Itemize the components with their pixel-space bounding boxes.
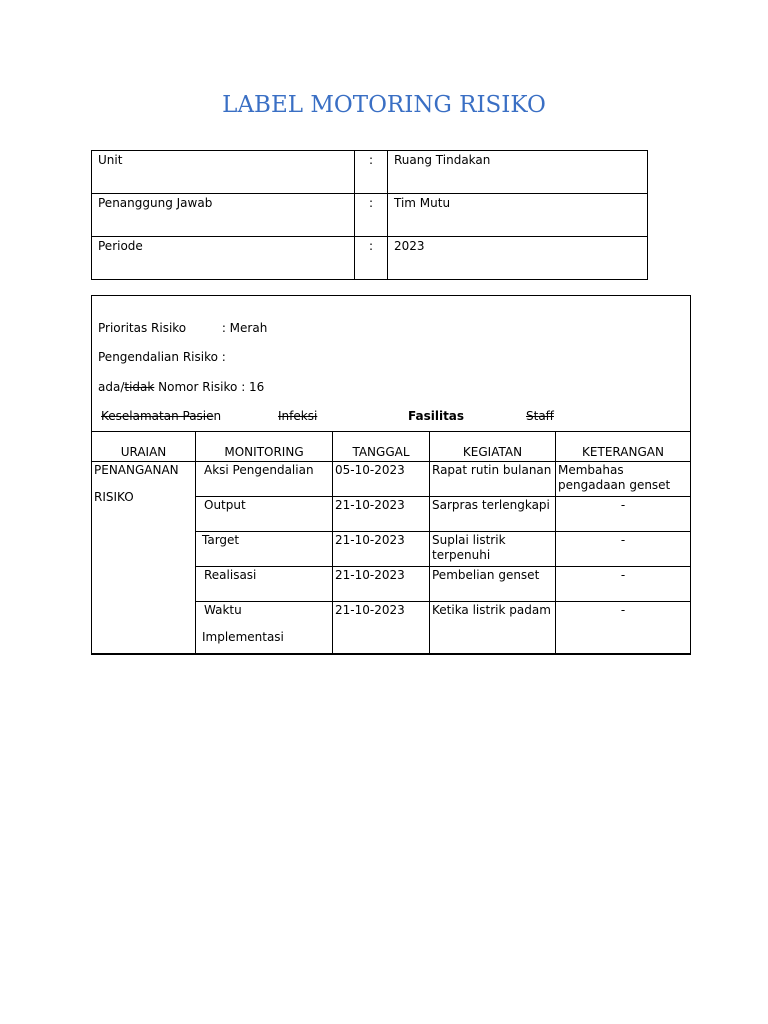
info-row-periode [92, 237, 648, 280]
kegiatan-cell: Sarpras terlengkapi [430, 497, 556, 532]
priority-label: Prioritas Risiko [98, 321, 187, 335]
info-label: Periode [92, 237, 355, 280]
monitoring-cell: Target [196, 532, 333, 567]
kegiatan-cell: Pembelian genset [430, 567, 556, 602]
uraian-cell [92, 462, 196, 654]
monitoring-cell: Output [196, 497, 333, 532]
info-colon: : [355, 194, 388, 237]
page-title: LABEL MOTORING RISIKO [222, 92, 546, 118]
info-value: Tim Mutu [388, 194, 648, 237]
table-row [92, 462, 691, 497]
info-value: Ruang Tindakan [388, 151, 648, 194]
keterangan-cell: - [556, 602, 691, 654]
monitoring-table [91, 431, 691, 654]
kegiatan-cell: Suplai listrik terpenuhi [430, 532, 556, 567]
info-row-unit [92, 151, 648, 194]
info-colon: : [355, 151, 388, 194]
control-label: Pengendalian Risiko : [98, 350, 226, 364]
info-label: Unit [92, 151, 355, 194]
category-keselamatan-struck: Keselamatan Pasie [101, 409, 214, 423]
tanggal-cell: 21-10-2023 [333, 497, 430, 532]
header-monitoring: MONITORING [196, 432, 333, 462]
monitoring-line1: Waktu [204, 603, 242, 617]
risk-number-line [98, 380, 264, 394]
header-keterangan: KETERANGAN [556, 432, 691, 462]
category-fasilitas: Fasilitas [408, 409, 465, 423]
keterangan-cell: - [556, 497, 691, 532]
ada-text: ada/ [98, 380, 125, 394]
tidak-text: tidak [124, 380, 155, 394]
info-row-penanggung-jawab [92, 194, 648, 237]
uraian-line2: RISIKO [94, 490, 134, 504]
kegiatan-cell: Rapat rutin bulanan [430, 462, 556, 497]
tanggal-cell: 21-10-2023 [333, 602, 430, 654]
monitoring-cell: Aksi Pengendalian [196, 462, 333, 497]
info-label: Penanggung Jawab [92, 194, 355, 237]
header-uraian: URAIAN [92, 432, 196, 462]
info-table [91, 150, 648, 280]
priority-line [98, 321, 267, 335]
tanggal-cell: 05-10-2023 [333, 462, 430, 497]
category-infeksi: Infeksi [278, 409, 318, 423]
monitoring-cell: Realisasi [196, 567, 333, 602]
risk-box [91, 295, 691, 655]
risk-number: Nomor Risiko : 16 [154, 380, 265, 394]
info-value: 2023 [388, 237, 648, 280]
kegiatan-cell: Ketika listrik padam [430, 602, 556, 654]
category-staff: Staff [526, 409, 554, 423]
header-tanggal: TANGGAL [333, 432, 430, 462]
keterangan-cell: - [556, 567, 691, 602]
monitoring-header-row [92, 432, 691, 462]
priority-value: : Merah [221, 321, 268, 335]
keterangan-cell: Membahas pengadaan genset [556, 462, 691, 497]
tanggal-cell: 21-10-2023 [333, 532, 430, 567]
info-colon: : [355, 237, 388, 280]
monitoring-cell [196, 602, 333, 654]
category-keselamatan-tail: n [213, 409, 222, 423]
tanggal-cell: 21-10-2023 [333, 567, 430, 602]
uraian-line1: PENANGANAN [94, 463, 179, 477]
header-kegiatan: KEGIATAN [430, 432, 556, 462]
category-keselamatan [101, 409, 221, 423]
keterangan-cell: - [556, 532, 691, 567]
monitoring-line2: Implementasi [202, 630, 284, 644]
